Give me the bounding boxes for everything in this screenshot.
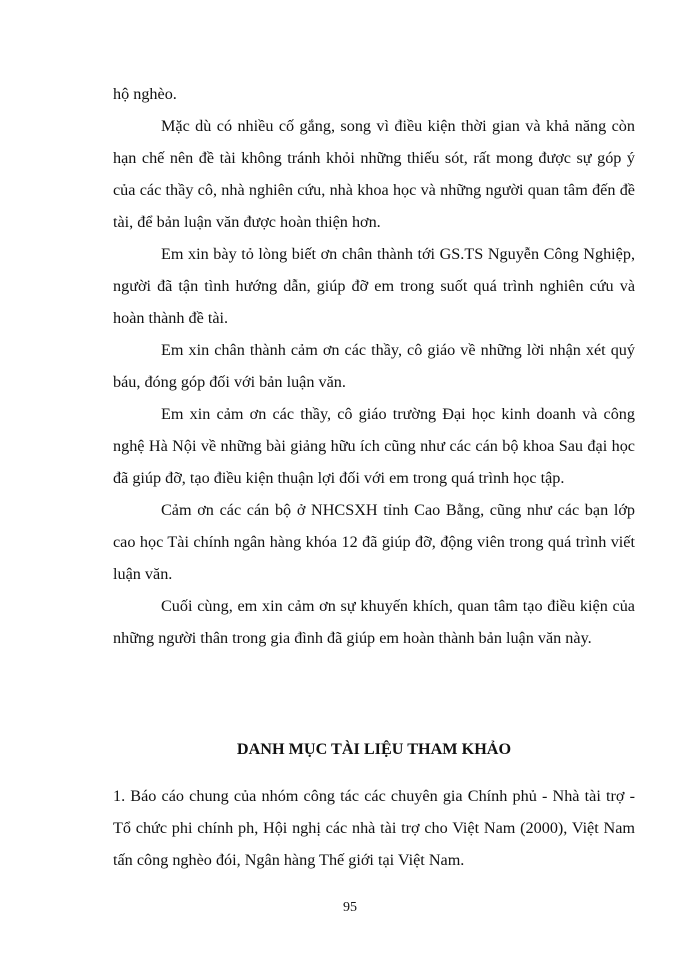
- acknowledgement-body: [113, 78, 635, 654]
- paragraph-continuation: hộ nghèo.: [113, 85, 177, 103]
- paragraph-thanks-teachers: Em xin chân thành cảm ơn các thầy, cô giáo về những lời nhận xét quý báu, đóng góp đối với bản luận văn.: [113, 341, 635, 391]
- paragraph-thanks-family: Cuối cùng, em xin cảm ơn sự khuyến khích, quan tâm tạo điều kiện của những người thân trong gia đình đã giúp em hoàn thành bản luận văn này.: [113, 597, 635, 647]
- paragraph-thanks-colleagues: Cảm ơn các cán bộ ở NHCSXH tỉnh Cao Bằng, cũng như các bạn lớp cao học Tài chính ngân hàng khóa 12 đã giúp đỡ, động viên trong quá trình viết luận văn.: [113, 501, 635, 583]
- page-number: 95: [343, 900, 357, 915]
- paragraph-limitations: Mặc dù có nhiều cố gắng, song vì điều kiện thời gian và khả năng còn hạn chế nên đề tài không tránh khỏi những thiếu sót, rất mong được sự góp ý của các thầy cô, nhà nghiên cứu, nhà khoa học và những người quan tâm đến đề tài, để bản luận văn được hoàn thiện hơn.: [113, 117, 635, 231]
- reference-item: 1. Báo cáo chung của nhóm công tác các chuyên gia Chính phủ - Nhà tài trợ - Tổ chức phi chính ph, Hội nghị các nhà tài trợ cho Việt Nam (2000), Việt Nam tấn công nghèo đói, Ngân hàng Thế giới tại Việt Nam.: [113, 787, 635, 869]
- paragraph-thanks-supervisor: Em xin bày tỏ lòng biết ơn chân thành tới GS.TS Nguyễn Công Nghiệp, người đã tận tình hướng dẫn, giúp đỡ em trong suốt quá trình nghiên cứu và hoàn thành đề tài.: [113, 245, 635, 327]
- references-heading: DANH MỤC TÀI LIỆU THAM KHẢO: [236, 740, 512, 758]
- references-list: [113, 780, 635, 876]
- paragraph-thanks-university: Em xin cảm ơn các thầy, cô giáo trường Đại học kinh doanh và công nghệ Hà Nội về những bài giảng hữu ích cũng như các cán bộ khoa Sau đại học đã giúp đỡ, tạo điều kiện thuận lợi đối với em trong quá trình học tập.: [113, 405, 635, 487]
